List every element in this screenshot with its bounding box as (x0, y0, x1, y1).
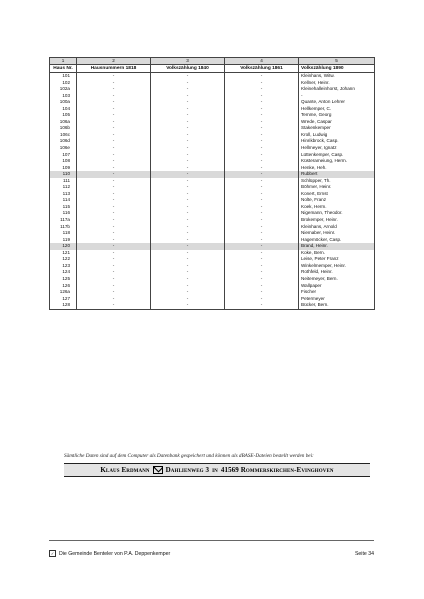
header-row (50, 65, 375, 73)
address-street: Dahlienweg 3 (165, 466, 210, 474)
table-cell: - (299, 93, 375, 100)
table-cell: - (77, 152, 151, 159)
table-cell: - (77, 237, 151, 244)
table-cell: - (151, 184, 225, 191)
house-number-cell: 126a (50, 289, 77, 296)
table-cell: Quante, Anton Lehrer (299, 99, 375, 106)
table-cell: - (151, 106, 225, 113)
column-number: 2 (77, 58, 151, 65)
table-cell: Leise, Peter Franz (299, 256, 375, 263)
table-cell: - (151, 125, 225, 132)
table-cell: - (225, 138, 299, 145)
house-number-cell: 114 (50, 197, 77, 204)
table-cell: Wrede, Caspar (299, 119, 375, 126)
table-cell: Hellkemper, C. (299, 106, 375, 113)
table-cell: - (77, 296, 151, 303)
table-cell: - (151, 119, 225, 126)
column-header: Haus Nr. (50, 65, 77, 73)
house-number-cell: 110 (50, 171, 77, 178)
table-cell: Neitemeyer, Bern. (299, 276, 375, 283)
table-cell: - (151, 263, 225, 270)
table-cell: Winkelmemper, Heinr. (299, 263, 375, 270)
house-number-cell: 106a (50, 119, 77, 126)
table-cell: - (225, 119, 299, 126)
table-cell: - (151, 250, 225, 257)
table-cell: - (225, 263, 299, 270)
house-number-cell: 108 (50, 158, 77, 165)
table-cell: - (225, 237, 299, 244)
table-cell: - (225, 243, 299, 250)
table-cell: - (77, 230, 151, 237)
table-cell: - (77, 283, 151, 290)
table-cell: Konert, Ernst (299, 191, 375, 198)
table-cell: - (151, 269, 225, 276)
table-cell: Kleinhans, Witw. (299, 73, 375, 80)
table-cell: - (77, 86, 151, 93)
table-cell: - (151, 230, 225, 237)
table-cell: - (151, 224, 225, 231)
table-cell: - (151, 86, 225, 93)
table-cell: - (77, 73, 151, 80)
table-body (50, 73, 375, 310)
table-cell: - (225, 125, 299, 132)
table-cell: - (225, 256, 299, 263)
table-cell: - (77, 158, 151, 165)
table-cell: - (225, 269, 299, 276)
table-cell: Petermeyer (299, 296, 375, 303)
table-cell: Küsterameiung, Herm. (299, 158, 375, 165)
table-cell: - (225, 250, 299, 257)
table-cell: - (151, 145, 225, 152)
column-number-row (50, 58, 375, 65)
house-number-cell: 127 (50, 296, 77, 303)
house-number-cell: 102 (50, 80, 77, 87)
table-cell: Rubbert (299, 171, 375, 178)
table-cell: - (77, 224, 151, 231)
table-cell: - (225, 106, 299, 113)
table-cell: - (225, 152, 299, 159)
house-number-cell: 124 (50, 269, 77, 276)
house-number-cell: 106b (50, 125, 77, 132)
table-cell: - (151, 302, 225, 309)
house-number-cell: 122 (50, 256, 77, 263)
table-cell: - (225, 302, 299, 309)
envelope-icon (153, 466, 163, 474)
table-cell: - (77, 302, 151, 309)
table-cell: - (225, 283, 299, 290)
table-cell: Nolte, Franz (299, 197, 375, 204)
table-cell: - (151, 152, 225, 159)
table-cell: Kroll, Ludwig (299, 132, 375, 139)
table-cell: - (77, 197, 151, 204)
table-cell: - (225, 93, 299, 100)
column-number: 4 (225, 58, 299, 65)
house-number-cell: 107 (50, 152, 77, 159)
page-number: Seite 34 (354, 550, 374, 557)
house-number-cell: 104 (50, 106, 77, 113)
table-cell: - (151, 191, 225, 198)
table-cell: - (77, 99, 151, 106)
house-number-cell: 105 (50, 112, 77, 119)
column-header: Volkszählung 1861 (225, 65, 299, 73)
table-cell: Schlüpper, Th. (299, 178, 375, 185)
house-number-cell: 101 (50, 73, 77, 80)
table-cell: - (77, 145, 151, 152)
table-cell: Fischer (299, 289, 375, 296)
table-cell: - (77, 289, 151, 296)
table-cell: Brokemper, Heinr. (299, 217, 375, 224)
table-cell: - (225, 184, 299, 191)
footer-divider (49, 540, 374, 541)
table-row (50, 73, 375, 80)
table-cell: - (77, 119, 151, 126)
database-note: Sämtliche Daten sind auf dem Computer als Datenbank gespeichert und können als dBASE-Dateien bestellt werden bei: (64, 453, 314, 459)
table-cell: - (77, 250, 151, 257)
table-cell: Koek, Herm. (299, 204, 375, 211)
table-cell: Lüttenkemper, Casp. (299, 152, 375, 159)
table-cell: Hinrikbrock, Casp. (299, 138, 375, 145)
house-number-cell: 112 (50, 184, 77, 191)
table-cell: - (77, 178, 151, 185)
table-cell: - (151, 171, 225, 178)
table-cell: - (225, 197, 299, 204)
footer-title: Die Gemeinde Benteler von P.A. Deppenkemper (59, 550, 171, 557)
table-cell: - (151, 80, 225, 87)
table-cell: - (225, 204, 299, 211)
table-cell: - (77, 106, 151, 113)
address-in: in (212, 466, 218, 474)
table-cell: - (225, 289, 299, 296)
table-cell: - (151, 73, 225, 80)
checkbox-icon: ✓ (50, 551, 55, 556)
table-cell: - (77, 80, 151, 87)
table-cell: - (151, 276, 225, 283)
house-number-cell: 106e (50, 145, 77, 152)
table-cell: Temme, Georg (299, 112, 375, 119)
house-number-cell: 103 (50, 93, 77, 100)
table-cell: - (225, 158, 299, 165)
house-number-cell: 121 (50, 250, 77, 257)
table-cell: - (151, 132, 225, 139)
table-cell: Kleinhans, Arnold (299, 224, 375, 231)
house-number-cell: 118 (50, 230, 77, 237)
table-cell: - (151, 296, 225, 303)
table-cell: - (225, 73, 299, 80)
table-cell: - (225, 171, 299, 178)
table-cell: - (151, 165, 225, 172)
table-cell: - (151, 289, 225, 296)
table-cell: - (77, 125, 151, 132)
house-number-cell: 111 (50, 178, 77, 185)
house-number-cell: 106c (50, 132, 77, 139)
address-bar (64, 463, 370, 477)
table-cell: Böhmer, Heinr. (299, 184, 375, 191)
house-number-cell: 102a (50, 86, 77, 93)
table-cell: - (77, 243, 151, 250)
table-cell: - (151, 283, 225, 290)
table-cell: Rothfeld, Heinr. (299, 269, 375, 276)
table-cell: Wallpaper (299, 283, 375, 290)
table-cell: - (225, 99, 299, 106)
table-cell: - (77, 263, 151, 270)
house-number-cell: 119 (50, 237, 77, 244)
column-number: 5 (299, 58, 375, 65)
table-cell: - (151, 204, 225, 211)
table-cell: - (77, 132, 151, 139)
house-number-cell: 125 (50, 276, 77, 283)
table-cell: Hellmeyer, Ignatz (299, 145, 375, 152)
table-cell: - (151, 99, 225, 106)
address-city: 41569 Rommerskirchen-Evinghoven (220, 466, 334, 474)
house-number-cell: 113 (50, 191, 77, 198)
table-cell: - (77, 112, 151, 119)
page-footer (49, 550, 374, 557)
table-cell: - (77, 276, 151, 283)
table-cell: - (225, 86, 299, 93)
table-cell: - (151, 210, 225, 217)
table-cell: - (225, 296, 299, 303)
table-cell: - (151, 158, 225, 165)
table-cell: Koke, Bern. (299, 250, 375, 257)
table-cell: - (225, 112, 299, 119)
table-cell: Stakenkemper (299, 125, 375, 132)
house-number-cell: 126 (50, 283, 77, 290)
address-name: Klaus Erdmann (100, 466, 150, 474)
table-cell: - (151, 237, 225, 244)
column-header: Volkszählung 1890 (299, 65, 375, 73)
table-cell: - (225, 210, 299, 217)
column-header: Volkszählung 1840 (151, 65, 225, 73)
table-cell: Brand, Heinr. (299, 243, 375, 250)
table-cell: - (77, 204, 151, 211)
table-cell: - (77, 165, 151, 172)
table-cell: Niemaber, Heinr. (299, 230, 375, 237)
table-cell: - (151, 197, 225, 204)
table-cell: - (225, 217, 299, 224)
house-number-cell: 116 (50, 210, 77, 217)
house-number-cell: 128 (50, 302, 77, 309)
house-number-cell: 100a (50, 99, 77, 106)
table-cell: - (151, 243, 225, 250)
table-cell: Nigemann, Theodor. (299, 210, 375, 217)
table-cell: - (151, 256, 225, 263)
table-cell: - (77, 191, 151, 198)
table-cell: - (225, 276, 299, 283)
table-cell: - (225, 178, 299, 185)
table-cell: - (77, 171, 151, 178)
table-row (50, 302, 375, 309)
column-number: 1 (50, 58, 77, 65)
house-number-cell: 117b (50, 224, 77, 231)
table-cell: Hagemöcker, Casp. (299, 237, 375, 244)
table-cell: Kleinehalleinhorst, Johann (299, 86, 375, 93)
house-number-cell: 115 (50, 204, 77, 211)
table-cell: - (225, 132, 299, 139)
table-cell: - (77, 256, 151, 263)
table-cell: - (77, 138, 151, 145)
house-number-cell: 120 (50, 243, 77, 250)
table-cell: - (225, 145, 299, 152)
table-cell: - (151, 93, 225, 100)
table-cell: Bücker, Bern. (299, 302, 375, 309)
table-cell: - (225, 80, 299, 87)
table-cell: Henke, Heh. (299, 165, 375, 172)
table-cell: - (151, 112, 225, 119)
house-number-cell: 106d (50, 138, 77, 145)
table-cell: - (225, 191, 299, 198)
table-cell: - (77, 217, 151, 224)
register-table (49, 57, 375, 310)
table-cell: - (77, 210, 151, 217)
table-cell: - (151, 138, 225, 145)
table-cell: - (151, 178, 225, 185)
table-cell: Kellner, Heinr. (299, 80, 375, 87)
table-cell: - (225, 224, 299, 231)
column-header: Hausnummern 1818 (77, 65, 151, 73)
table-cell: - (77, 269, 151, 276)
table-cell: - (151, 217, 225, 224)
column-number: 3 (151, 58, 225, 65)
table-cell: - (77, 184, 151, 191)
table-cell: - (225, 230, 299, 237)
house-number-cell: 117a (50, 217, 77, 224)
table-cell: - (225, 165, 299, 172)
table-cell: - (77, 93, 151, 100)
house-number-cell: 109 (50, 165, 77, 172)
house-number-cell: 123 (50, 263, 77, 270)
